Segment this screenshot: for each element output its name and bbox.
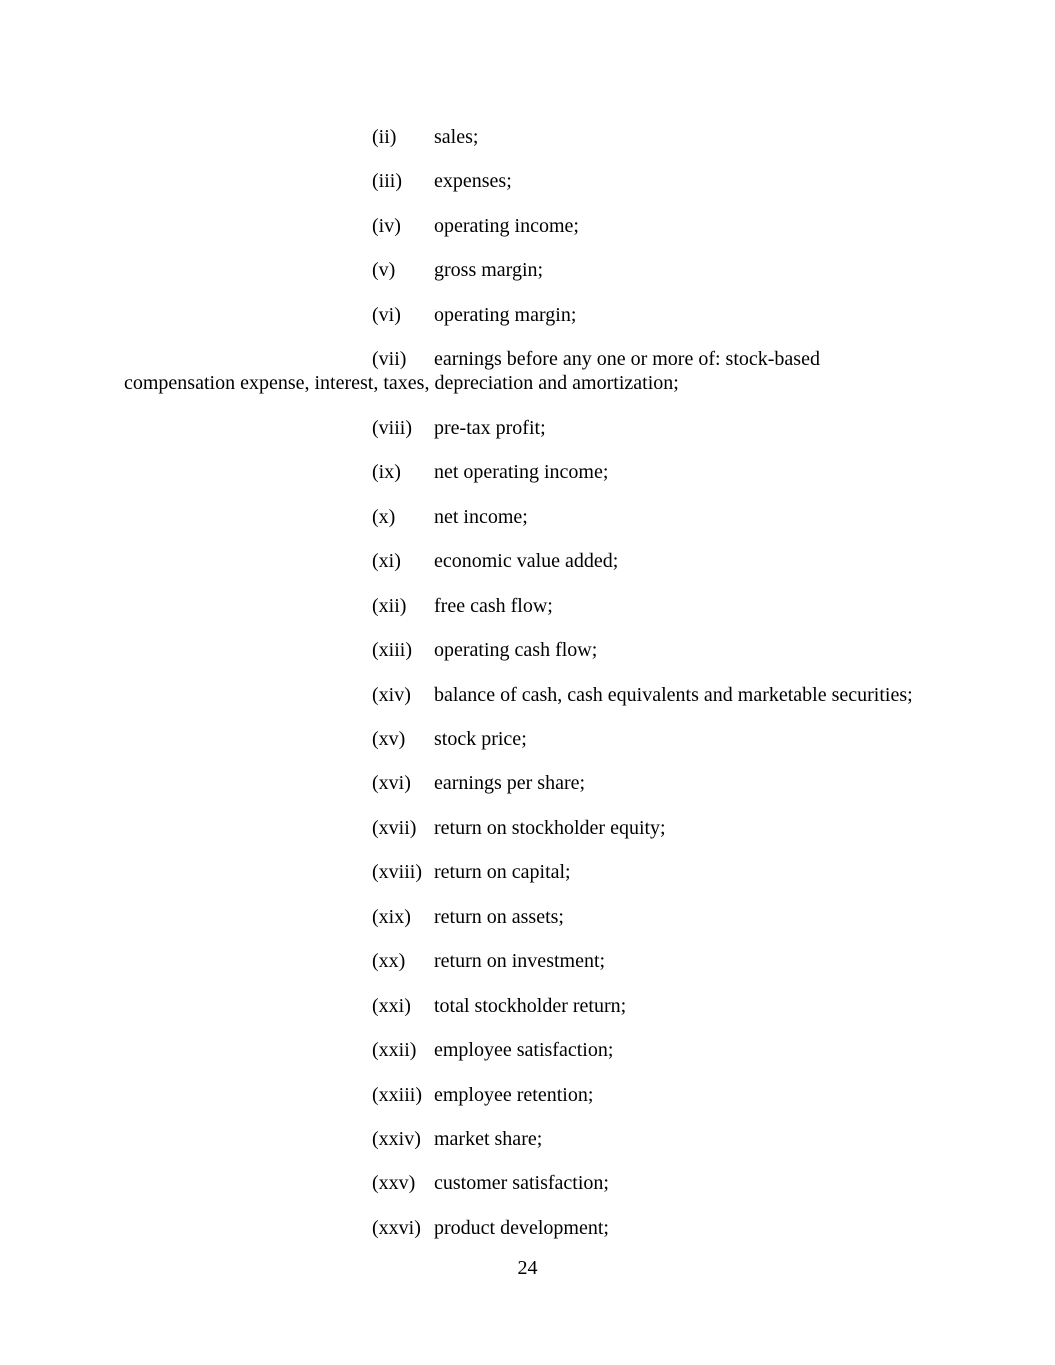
list-text: stock price; — [434, 728, 527, 750]
list-text: net income; — [434, 506, 528, 528]
list-number: (xxvi) — [372, 1217, 421, 1239]
list-number: (xii) — [372, 595, 407, 617]
list-text: operating margin; — [434, 304, 577, 326]
list-text: employee retention; — [434, 1084, 594, 1106]
list-number: (xxi) — [372, 995, 411, 1017]
list-number: (xiii) — [372, 639, 412, 661]
list-number: (ix) — [372, 461, 401, 483]
list-number: (ii) — [372, 126, 397, 148]
list-text: net operating income; — [434, 461, 609, 483]
list-text: sales; — [434, 126, 479, 148]
list-number: (iv) — [372, 215, 401, 237]
list-number: (viii) — [372, 417, 412, 439]
list-number: (xvii) — [372, 817, 417, 839]
list-text: employee satisfaction; — [434, 1039, 614, 1061]
list-number: (xvi) — [372, 772, 411, 794]
list-text: return on capital; — [434, 861, 571, 883]
list-number: (xx) — [372, 950, 406, 972]
list-number: (xxiii) — [372, 1084, 422, 1106]
list-text: return on stockholder equity; — [434, 817, 666, 839]
list-text: pre-tax profit; — [434, 417, 546, 439]
list-number: (xix) — [372, 906, 411, 928]
list-number: (xiv) — [372, 684, 411, 706]
list-text: earnings per share; — [434, 772, 586, 794]
list-item-vii-continuation: compensation expense, interest, taxes, depreciation and amortization; — [124, 372, 679, 394]
list-text: economic value added; — [434, 550, 619, 572]
list-text: market share; — [434, 1128, 543, 1150]
list-text: earnings before any one or more of: stock-based — [434, 348, 820, 370]
list-text: operating income; — [434, 215, 579, 237]
list-text: customer satisfaction; — [434, 1172, 609, 1194]
list-text: product development; — [434, 1217, 609, 1239]
list-text: free cash flow; — [434, 595, 553, 617]
list-number: (x) — [372, 506, 396, 528]
list-text: operating cash flow; — [434, 639, 598, 661]
list-number: (xxiv) — [372, 1128, 421, 1150]
list-text: expenses; — [434, 170, 512, 192]
list-text: gross margin; — [434, 259, 544, 281]
list-text: total stockholder return; — [434, 995, 627, 1017]
list-text: return on assets; — [434, 906, 564, 928]
list-number: (xi) — [372, 550, 401, 572]
list-number: (xxii) — [372, 1039, 417, 1061]
list-number: (xviii) — [372, 861, 422, 883]
list-text: balance of cash, cash equivalents and marketable securities; — [434, 684, 913, 706]
list-number: (xxv) — [372, 1172, 416, 1194]
list-text: return on investment; — [434, 950, 606, 972]
list-number: (vii) — [372, 348, 407, 370]
list-number: (v) — [372, 259, 396, 281]
page-number: 24 — [517, 1257, 538, 1279]
list-number: (vi) — [372, 304, 401, 326]
list-number: (iii) — [372, 170, 402, 192]
list-number: (xv) — [372, 728, 406, 750]
